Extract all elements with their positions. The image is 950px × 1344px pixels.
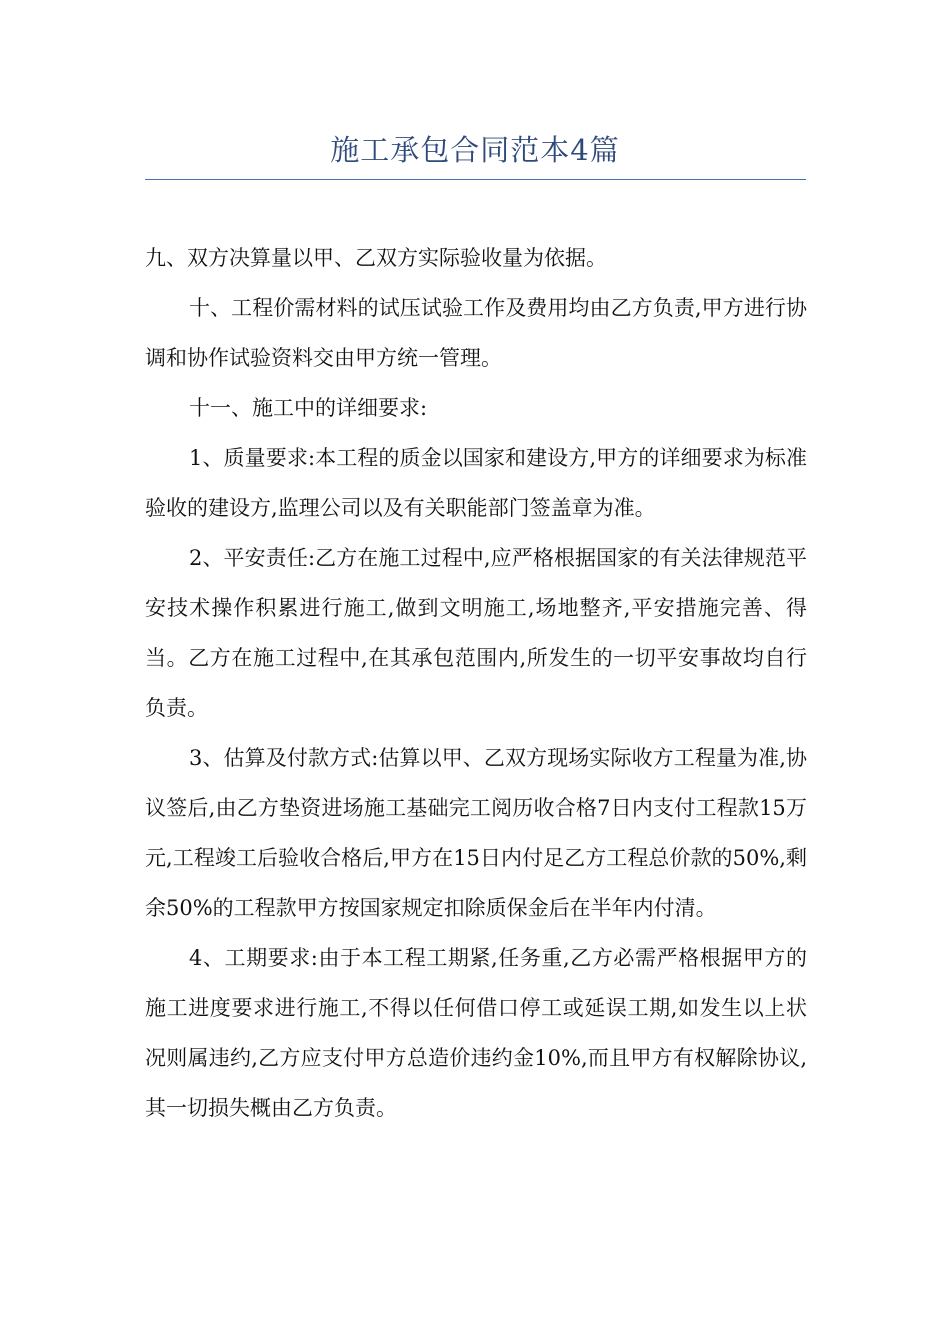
paragraph-clause-9: 九、双方决算量以甲、乙双方实际验收量为依据。 <box>145 246 607 270</box>
paragraph-payment-terms: 3、估算及付款方式:估算以甲、乙双方现场实际收方工程量为准,协议签后,由乙方垫资进场施工基础完工阅历收合格7日内支付工程款15万元,工程竣工后验收合格后,甲方在15日内付足乙方工程总价款的50%,剩余50%的工程款甲方按国家规定扣除质保金后在半年内付清。 <box>145 746 807 920</box>
paragraph-safety-responsibility: 2、平安责任:乙方在施工过程中,应严格根据国家的有关法律规范平安技术操作积累进行施工,做到文明施工,场地整齐,平安措施完善、得当。乙方在施工过程中,在其承包范围内,所发生的一切平安事故均自行负责。 <box>145 546 807 720</box>
paragraph-clause-10: 十、工程价需材料的试压试验工作及费用均由乙方负责,甲方进行协调和协作试验资料交由甲方统一管理。 <box>145 296 807 370</box>
document-body <box>145 233 807 1133</box>
document-title: 施工承包合同范本4篇 <box>330 133 620 167</box>
paragraph-schedule-requirement: 4、工期要求:由于本工程工期紧,任务重,乙方必需严格根据甲方的施工进度要求进行施工,不得以任何借口停工或延误工期,如发生以上状况则属违约,乙方应支付甲方总造价违约金10%,而且甲方有权解除协议,其一切损失概由乙方负责。 <box>145 946 807 1120</box>
paragraph-clause-11-heading: 十一、施工中的详细要求: <box>189 396 428 420</box>
paragraph-quality-requirement: 1、质量要求:本工程的质金以国家和建设方,甲方的详细要求为标准验收的建设方,监理公司以及有关职能部门签盖章为准。 <box>145 446 807 520</box>
title-underline <box>145 179 806 180</box>
